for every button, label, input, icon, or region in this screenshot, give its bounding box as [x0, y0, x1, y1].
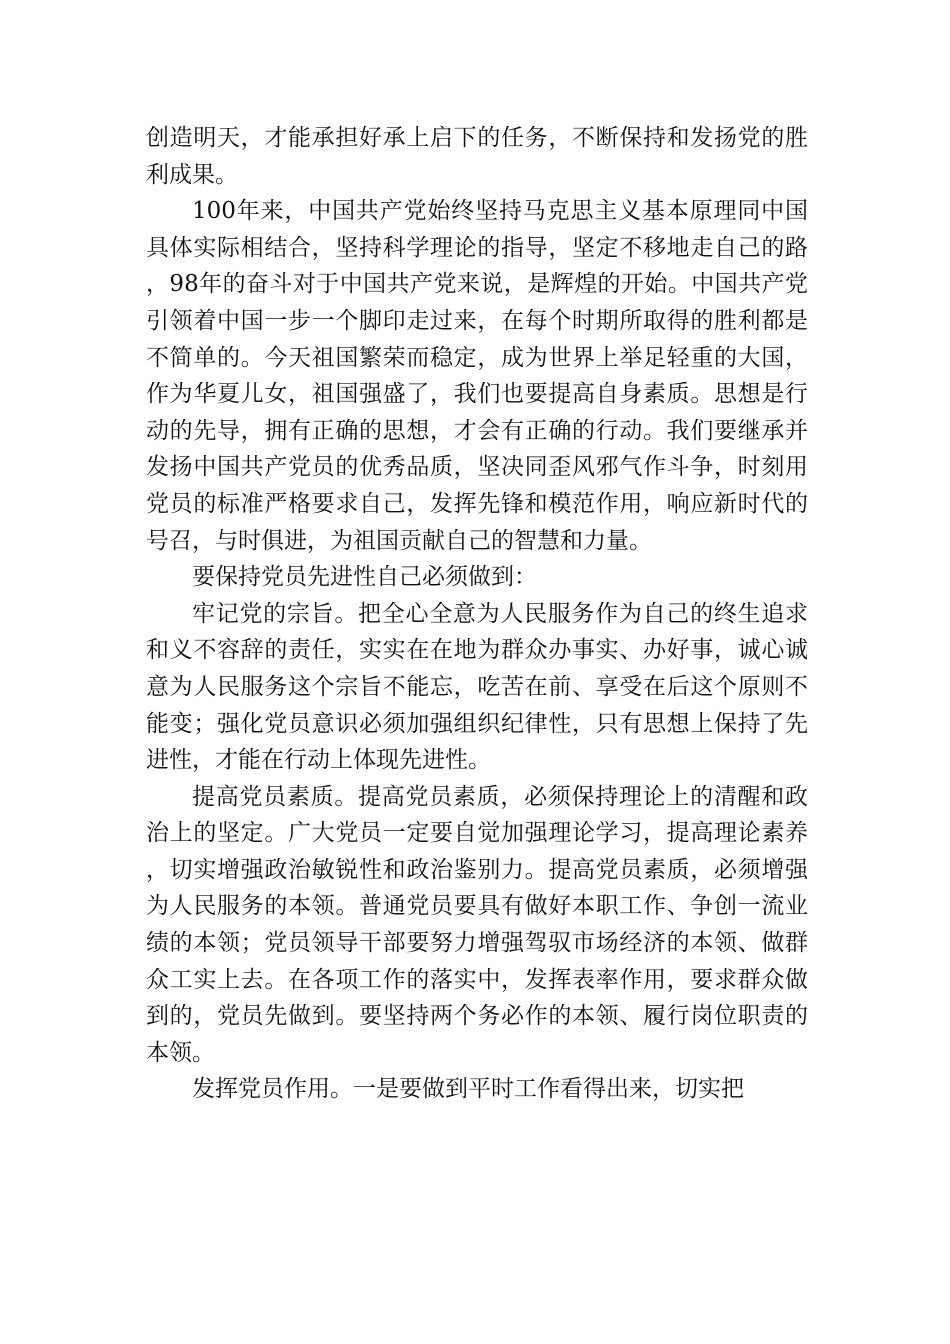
paragraph-5: 提高党员素质。提高党员素质，必须保持理论上的清醒和政治上的坚定。广大党员一定要自觉加强理论学习，提高理论素养，切实增强政治敏锐性和政治鉴别力。提高党员素质，必须增强为人民服务的本领。普通党员要具有做好本职工作、争创一流业绩的本领；党员领导干部要努力增强驾驭市场经济的本领、做群众工实上去。在各项工作的落实中，发挥表率作用，要求群众做到的，党员先做到。要坚持两个务必作的本领、履行岗位职责的本领。 [146, 783, 808, 1066]
paragraph-3: 要保持党员先进性自己必须做到： [192, 564, 537, 591]
paragraph-4: 牢记党的宗旨。把全心全意为人民服务作为自己的终生追求和义不容辞的责任，实实在在地为群众办事实、办好事，诚心诚意为人民服务这个宗旨不能忘，吃苦在前、享受在后这个原则不能变；强化党员意识必须加强组织纪律性，只有思想上保持了先进性，才能在行动上体现先进性。 [146, 600, 808, 774]
paragraph-2: 100年来，中国共产党始终坚持马克思主义基本原理同中国具体实际相结合，坚持科学理论的指导，坚定不移地走自己的路，98年的奋斗对于中国共产党来说，是辉煌的开始。中国共产党引领着中国一步一个脚印走过来，在每个时期所取得的胜利都是不简单的。今天祖国繁荣而稳定，成为世界上举足轻重的大国，作为华夏儿女，祖国强盛了，我们也要提高自身素质。思想是行动的先导，拥有正确的思想，才会有正确的行动。我们要继承并发扬中国共产党员的优秀品质，坚决同歪风邪气作斗争，时刻用党员的标准严格要求自己，发挥先锋和模范作用，响应新时代的号召，与时俱进，为祖国贡献自己的智慧和力量。 [146, 198, 808, 554]
document-body [146, 120, 808, 1108]
paragraph-1: 创造明天，才能承担好承上启下的任务，不断保持和发扬党的胜利成果。 [146, 125, 808, 188]
paragraph-6: 发挥党员作用。一是要做到平时工作看得出来，切实把 [192, 1076, 744, 1103]
